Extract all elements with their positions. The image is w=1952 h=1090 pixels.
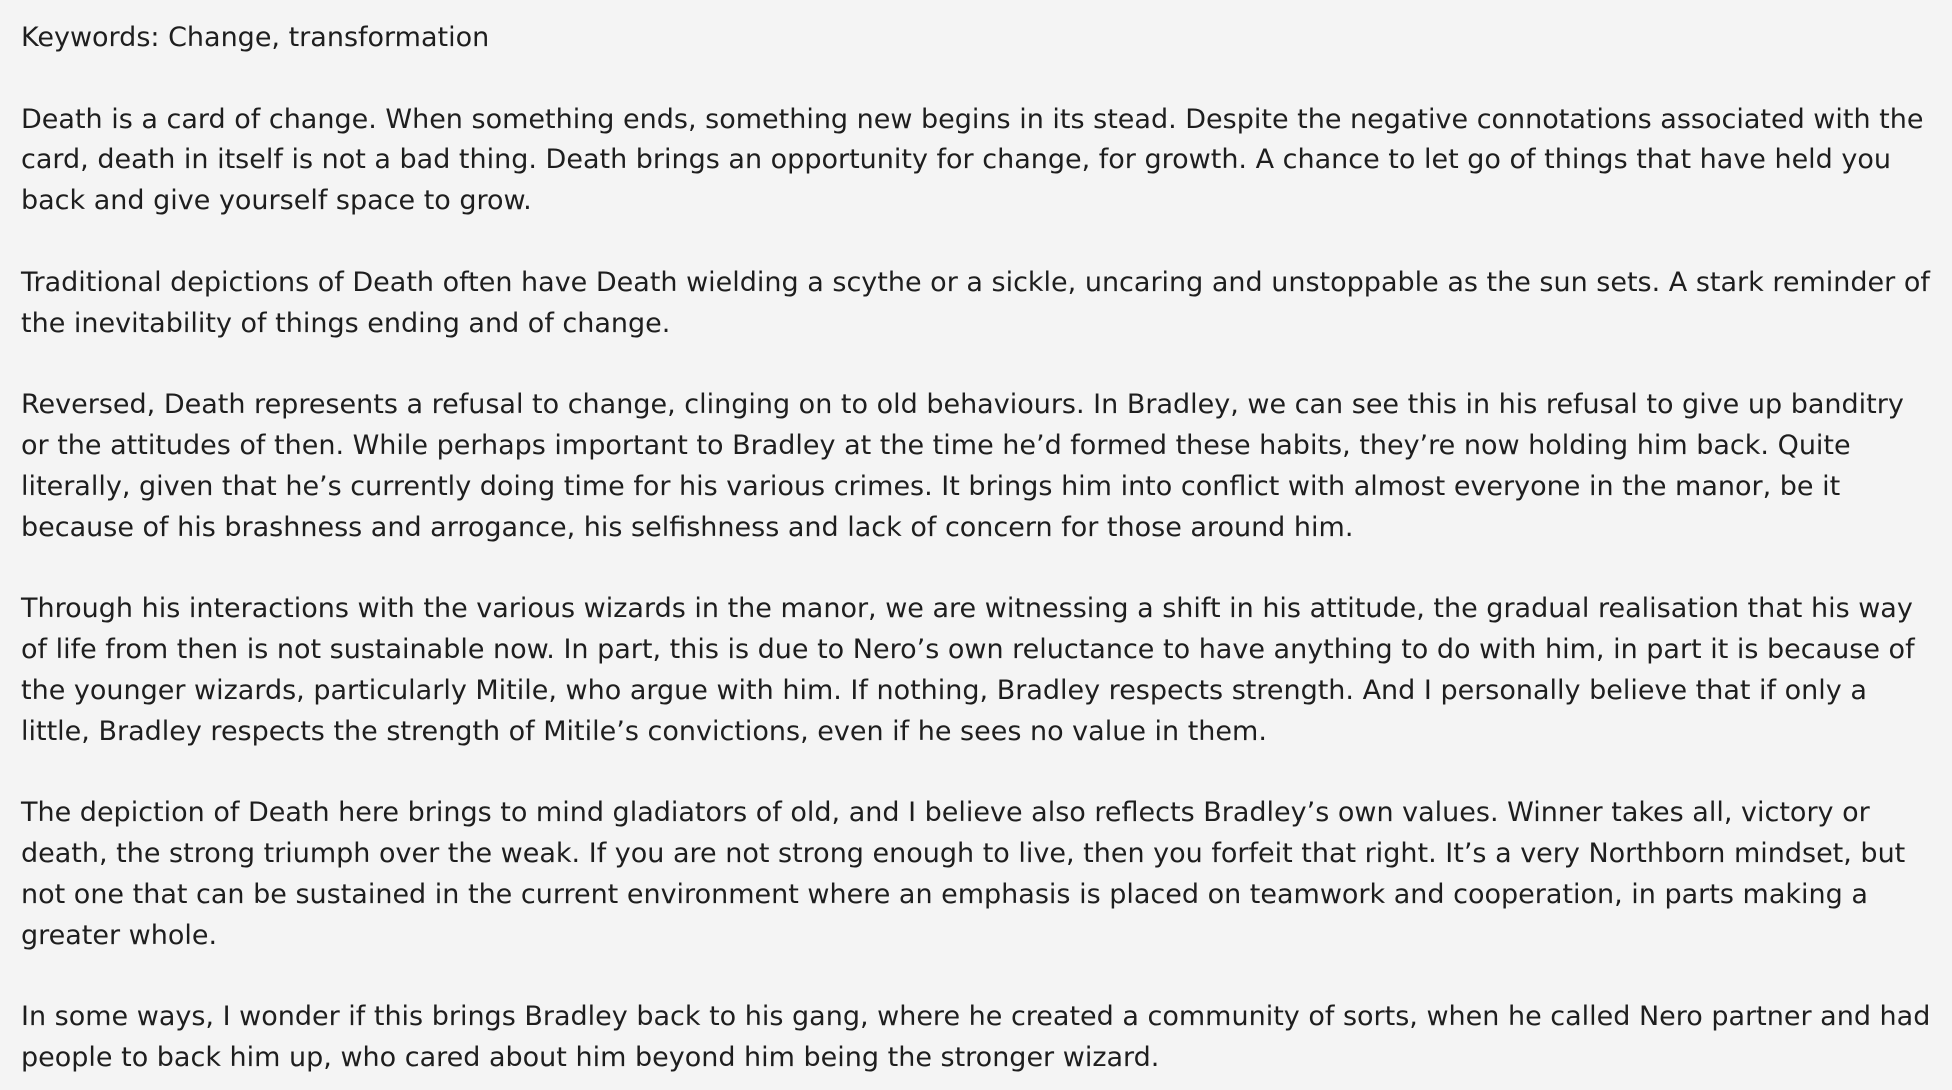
paragraph-gladiators: The depiction of Death here brings to mind gladiators of old, and I believe also reflects Bradley’s own values. Winner takes all, victory or death, the strong triumph over the weak. If you are not strong enough to live, then you forfeit that right. It’s a very Northborn mindset, but not one that can be sustained in the current environment where an emphasis is placed on teamwork and cooperation, in parts making a greater whole.	[21, 797, 1906, 951]
keywords-line: Keywords: Change, transformation	[21, 22, 490, 53]
paragraph-traditional-depictions: Traditional depictions of Death often have Death wielding a scythe or a sickle, uncaring and unstoppable as the sun sets. A stark reminder of the inevitability of things ending and of change.	[21, 266, 1930, 339]
paragraph-interactions: Through his interactions with the various wizards in the manor, we are witnessing a shift in his attitude, the gradual realisation that his way of life from then is not sustainable now. In part, this is due to Nero’s own reluctance to have anything to do with him, in part it is because of the younger wizards, particularly Mitile, who argue with him. If nothing, Bradley respects strength. And I personally believe that if only a little, Bradley respects the strength of Mitile’s convictions, even if he sees no value in them.	[21, 593, 1915, 747]
paragraph-gang: In some ways, I wonder if this brings Bradley back to his gang, where he created a community of sorts, when he called Nero partner and had people to back him up, who cared about him beyond him being the stronger wizard.	[21, 1001, 1931, 1073]
paragraph-death-meaning: Death is a card of change. When something ends, something new begins in its stead. Despite the negative connotations associated with the card, death in itself is not a bad thing. Death brings an opportunity for change, for growth. A chance to let go of things that have held you back and give yourself space to grow.	[21, 103, 1924, 217]
paragraph-reversed-meaning: Reversed, Death represents a refusal to change, clinging on to old behaviours. In Bradley, we can see this in his refusal to give up banditry or the attitudes of then. While perhaps important to Bradley at the time he’d formed these habits, they’re now holding him back. Quite literally, given that he’s currently doing time for his various crimes. It brings him into conflict with almost everyone in the manor, be it because of his brashness and arrogance, his selfishness and lack of concern for those around him.	[21, 389, 1904, 543]
